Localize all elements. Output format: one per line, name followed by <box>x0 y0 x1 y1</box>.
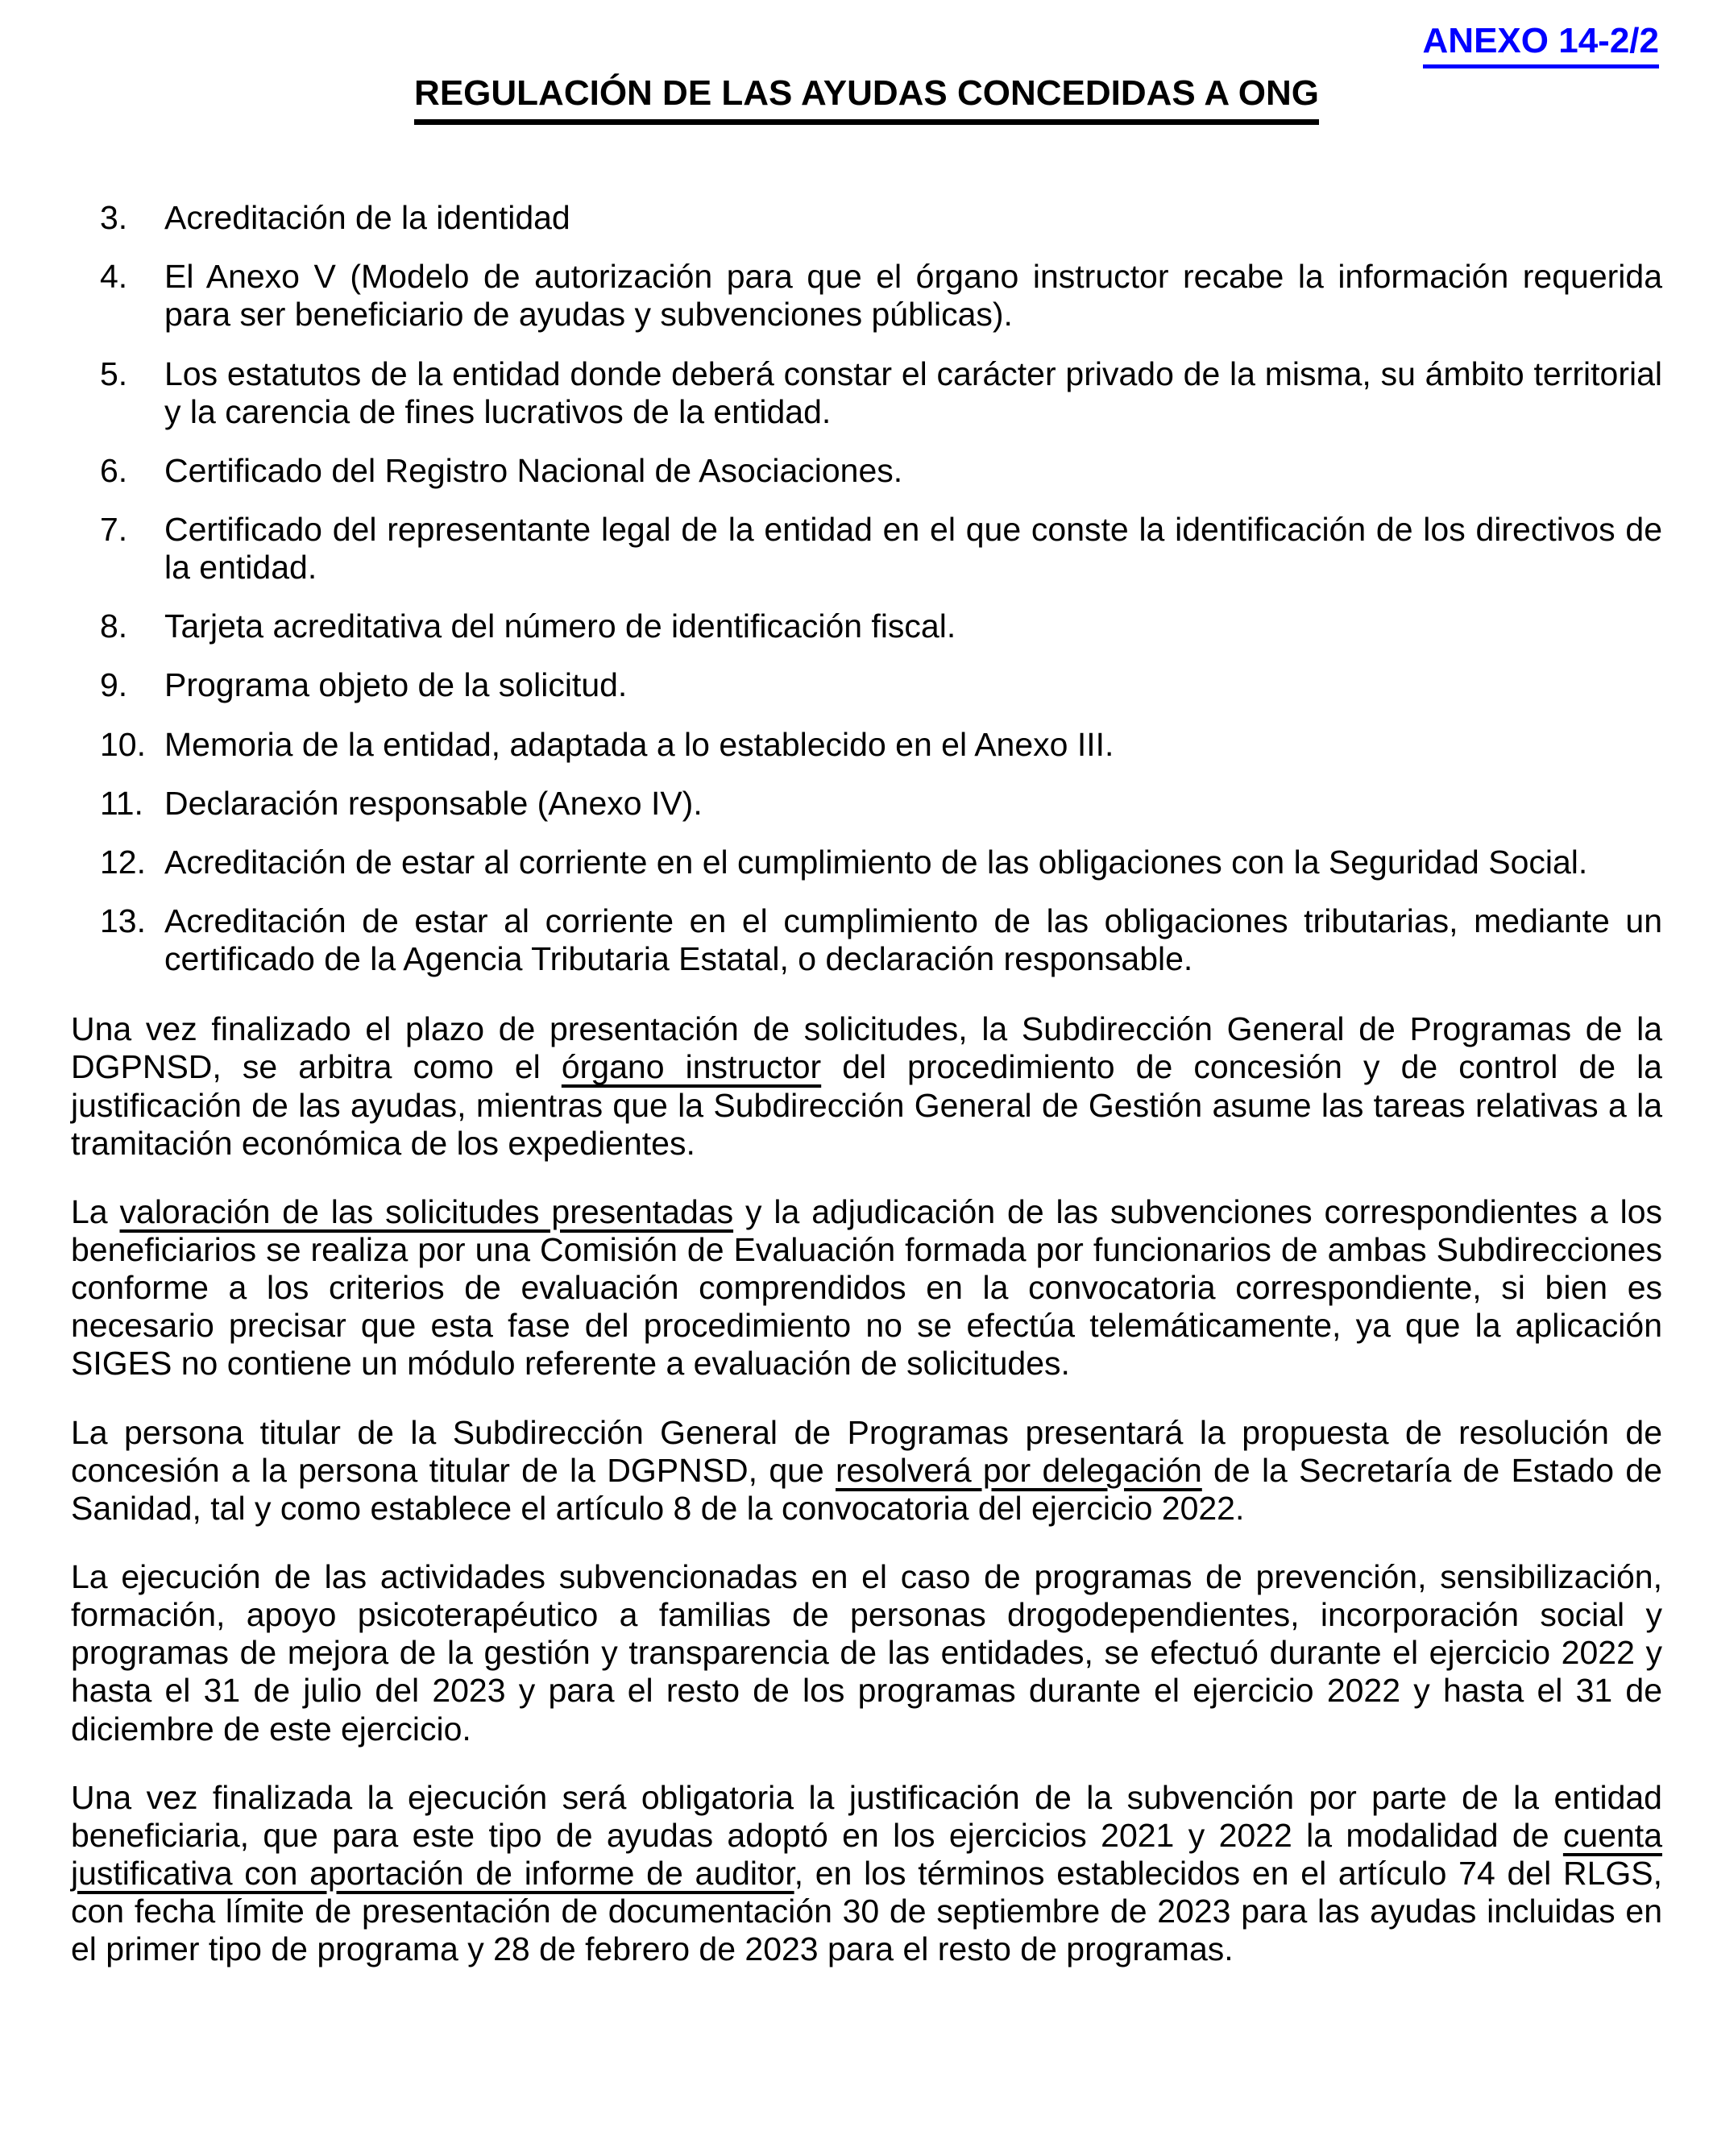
list-item-number: 7. <box>100 511 128 549</box>
list-item <box>71 258 1662 334</box>
numbered-list <box>71 199 1662 978</box>
list-item <box>71 902 1662 978</box>
paragraph-text: La ejecución de las actividades subvencionadas en el caso de programas de prevención, sensibilización, formación, apoyo psicoterapéutico a familias de personas drogodependientes, incorporación social y programas de mejora de la gestión y transparencia de las entidades, se efectuó durante el ejercicio 2022 y hasta el 31 de julio del 2023 y para el resto de los programas durante el ejercicio 2022 y hasta el 31 de diciembre de este ejercicio. <box>71 1557 1662 1748</box>
list-item <box>71 452 1662 490</box>
list-item-text: Certificado del representante legal de la entidad en el que conste la identificación de los directivos de la entidad. <box>164 511 1662 587</box>
list-item-number: 9. <box>100 666 128 704</box>
paragraph-text: Una vez finalizada la ejecución será obligatoria la justificación de la subvención por parte de la entidad beneficiaria, que para este tipo de ayudas adoptó en los ejercicios 2021 y 2022 la modalidad de <box>71 1778 1662 1854</box>
list-item <box>71 607 1662 645</box>
paragraph-text: La persona titular de la Subdirección General de Programas presentará la propuesta de resolución de concesión a la persona titular de la DGPNSD, que <box>71 1413 1662 1489</box>
list-item-number: 4. <box>100 258 128 296</box>
underlined-phrase: valoración de las solicitudes presentadas <box>119 1192 734 1230</box>
list-item <box>71 844 1662 881</box>
paragraph <box>71 1193 1662 1383</box>
list-item <box>71 666 1662 704</box>
paragraph <box>71 1779 1662 1969</box>
paragraph-text: La <box>71 1192 120 1230</box>
list-item-text: El Anexo V (Modelo de autorización para que el órgano instructor recabe la información requerida para ser beneficiario de ayudas y subvenciones públicas). <box>164 258 1662 334</box>
list-item-number: 8. <box>100 607 128 645</box>
paragraph-text: y la adjudicación de las subvenciones correspondientes a los beneficiarios se realiza por una Comisión de Evaluación formada por funcionarios de ambas Subdirecciones conforme a los criterios de evaluación comprendidos en la convocatoria correspondiente, si bien es necesario precisar que esta fase del procedimiento no se efectúa telemáticamente, ya que la aplicación SIGES no contiene un módulo referente a evaluación de solicitudes. <box>71 1192 1662 1383</box>
paragraph-text: del procedimiento de concesión y de control de la justificación de las ayudas, mientras que la Subdirección General de Gestión asume las tareas relativas a la tramitación económica de los expedientes. <box>71 1048 1662 1162</box>
paragraph <box>71 1414 1662 1528</box>
list-item-text: Memoria de la entidad, adaptada a lo establecido en el Anexo III. <box>164 725 1114 763</box>
annex-label: ANEXO 14-2/2 <box>1423 21 1659 68</box>
list-item-number: 11. <box>100 784 143 822</box>
list-item-number: 12. <box>100 843 146 881</box>
page-title: REGULACIÓN DE LAS AYUDAS CONCEDIDAS A ONG <box>414 73 1319 126</box>
list-item-number: 5. <box>100 354 128 392</box>
list-item-text: Certificado del Registro Nacional de Asociaciones. <box>164 451 903 489</box>
paragraph-text: de la Secretaría de Estado de Sanidad, tal y como establece el artículo 8 de la convocatoria del ejercicio 2022. <box>71 1451 1662 1527</box>
underlined-phrase: cuenta justificativa con aportación de informe de auditor <box>71 1816 1662 1892</box>
list-item-text: Acreditación de estar al corriente en el cumplimiento de las obligaciones tributarias, mediante un certificado de la Agencia Tributaria Estatal, o declaración responsable. <box>164 902 1662 978</box>
list-item-number: 6. <box>100 451 128 489</box>
list-item <box>71 355 1662 431</box>
list-item-text: Programa objeto de la solicitud. <box>164 666 628 704</box>
paragraph-text: Una vez finalizado el plazo de presentación de solicitudes, la Subdirección General de Programas de la DGPNSD, se arbitra como el <box>71 1010 1662 1086</box>
underlined-phrase: resolverá por delegación <box>836 1451 1202 1489</box>
underlined-phrase: órgano instructor <box>561 1048 822 1086</box>
list-item <box>71 726 1662 764</box>
list-item-number: 13. <box>100 902 146 940</box>
list-item <box>71 199 1662 237</box>
list-item-text: Los estatutos de la entidad donde deberá constar el carácter privado de la misma, su ámbito territorial y la carencia de fines lucrativos de la entidad. <box>164 354 1662 430</box>
list-item-text: Acreditación de estar al corriente en el cumplimiento de las obligaciones con la Seguridad Social. <box>164 843 1588 881</box>
list-item-number: 10. <box>100 725 146 763</box>
list-item-number: 3. <box>100 199 128 237</box>
paragraph <box>71 1010 1662 1163</box>
annex-header-row <box>71 21 1659 68</box>
list-item <box>71 511 1662 587</box>
paragraph <box>71 1558 1662 1748</box>
list-item-text: Tarjeta acreditativa del número de identificación fiscal. <box>164 607 956 645</box>
list-item <box>71 785 1662 823</box>
paragraph-text: , en los términos establecidos en el artículo 74 del RLGS, con fecha límite de presentación de documentación 30 de septiembre de 2023 para las ayudas incluidas en el primer tipo de programa y 28 de febrero de 2023 para el resto de programas. <box>71 1854 1662 1968</box>
list-item-text: Acreditación de la identidad <box>164 199 570 237</box>
list-item-text: Declaración responsable (Anexo IV). <box>164 784 703 822</box>
title-row <box>71 73 1662 126</box>
